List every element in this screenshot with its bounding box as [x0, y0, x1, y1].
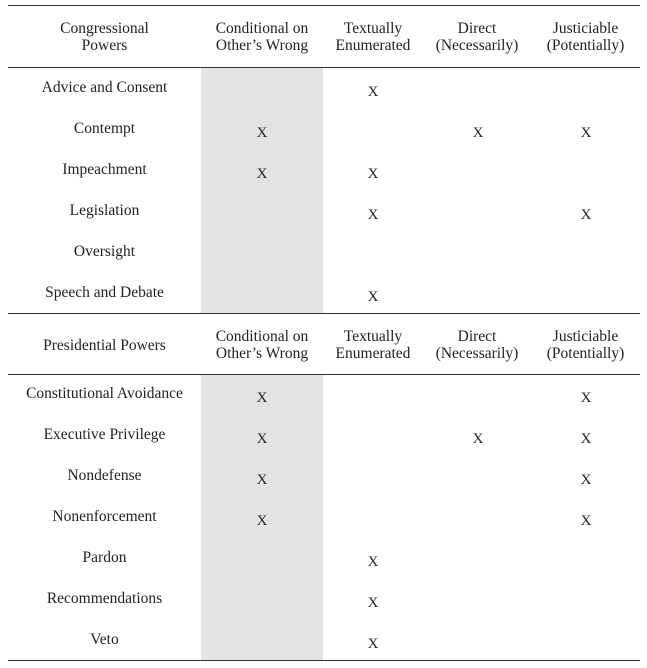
power-name: Oversight: [73, 243, 136, 260]
presidential-header-label: Textually Enumerated: [335, 328, 411, 362]
check-mark: X: [256, 166, 268, 182]
check-mark: X: [256, 125, 268, 141]
presidential-header-label: Direct (Necessarily): [435, 328, 519, 362]
presidential-top-rule: [8, 313, 640, 314]
check-mark: X: [256, 472, 268, 488]
power-name: Nondefense: [67, 467, 142, 484]
check-mark: X: [580, 207, 592, 223]
power-name: Pardon: [82, 549, 127, 566]
check-mark: X: [256, 431, 268, 447]
congressional-header-0: [8, 7, 201, 67]
power-name: Veto: [90, 631, 119, 648]
congressional-header-label: Conditional on Other’s Wrong: [215, 20, 309, 54]
check-mark: X: [367, 289, 379, 305]
power-name: Legislation: [69, 202, 140, 219]
congressional-header-label: Direct (Necessarily): [435, 20, 519, 54]
check-mark: X: [367, 554, 379, 570]
congressional-shaded-column: [201, 68, 323, 313]
power-name: Speech and Debate: [45, 284, 164, 301]
check-mark: X: [256, 513, 268, 529]
power-name: Impeachment: [62, 161, 147, 178]
power-name: Recommendations: [46, 590, 163, 607]
presidential-bottom-rule: [8, 660, 640, 661]
congressional-header-label: Justiciable (Potentially): [546, 20, 625, 54]
power-name: Nonenforcement: [52, 508, 157, 525]
congressional-header-label: Textually Enumerated: [335, 20, 411, 54]
check-mark: X: [367, 636, 379, 652]
presidential-header-label: Conditional on Other’s Wrong: [215, 328, 309, 362]
congressional-top-rule: [8, 5, 640, 6]
presidential-header-0: [8, 315, 201, 375]
congressional-header-4: [531, 7, 640, 67]
power-name: Advice and Consent: [41, 79, 168, 96]
check-mark: X: [472, 431, 484, 447]
congressional-header-1: [201, 7, 323, 67]
presidential-header-2: [323, 315, 423, 375]
presidential-header-1: [201, 315, 323, 375]
presidential-header-label: Presidential Powers: [43, 336, 166, 354]
power-name: Executive Privilege: [43, 426, 166, 443]
check-mark: X: [367, 207, 379, 223]
check-mark: X: [367, 166, 379, 182]
congressional-header-2: [323, 7, 423, 67]
check-mark: X: [367, 84, 379, 100]
check-mark: X: [580, 125, 592, 141]
check-mark: X: [580, 472, 592, 488]
check-mark: X: [580, 390, 592, 406]
powers-table: [8, 5, 640, 665]
check-mark: X: [580, 431, 592, 447]
congressional-header-label: Congressional Powers: [60, 20, 149, 54]
power-name: Constitutional Avoidance: [26, 385, 183, 402]
check-mark: X: [256, 390, 268, 406]
power-name: Contempt: [73, 120, 136, 137]
presidential-header-3: [423, 315, 531, 375]
check-mark: X: [472, 125, 484, 141]
congressional-header-3: [423, 7, 531, 67]
presidential-header-label: Justiciable (Potentially): [546, 328, 625, 362]
check-mark: X: [367, 595, 379, 611]
presidential-header-rule: [8, 374, 640, 375]
check-mark: X: [580, 513, 592, 529]
congressional-header-rule: [8, 67, 640, 68]
presidential-header-4: [531, 315, 640, 375]
